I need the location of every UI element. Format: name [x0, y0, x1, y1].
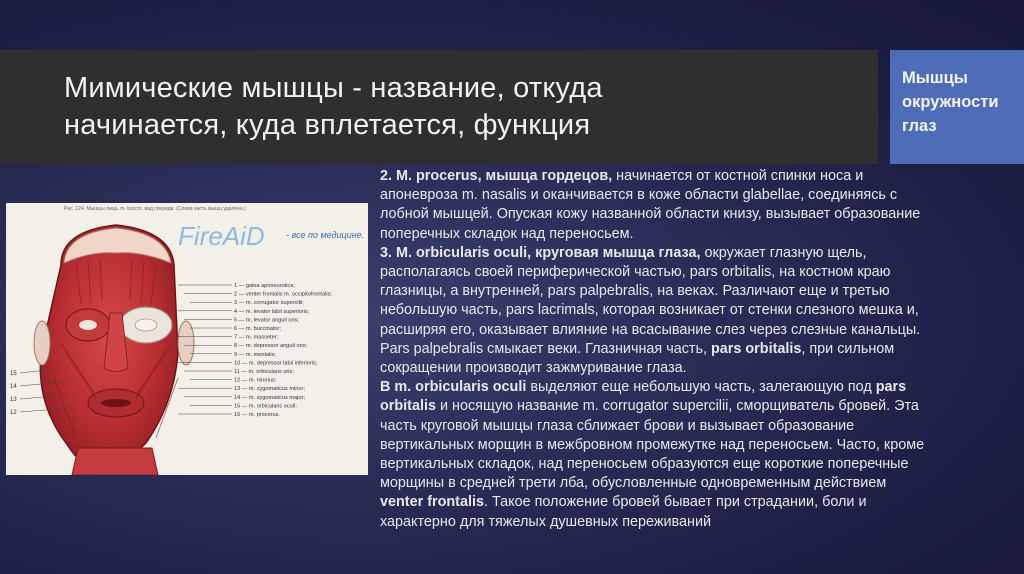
slide-title: [64, 70, 854, 144]
figure-label: 1 — galea aponeurotica;: [234, 283, 295, 289]
text-segment: Pars palpebralis смыкает веки. Глазничная часть,: [380, 340, 711, 357]
text-segment: и носящую название m. corrugator supercilii, сморщиватель бровей. Эта: [435, 398, 919, 415]
bold-term: pars: [875, 379, 907, 396]
left-ear: [34, 321, 50, 365]
text-line: [380, 263, 1024, 282]
side-label-line-1: Мышцы: [902, 69, 968, 87]
right-eye: [135, 319, 157, 331]
text-line: [380, 225, 1024, 244]
bold-term: 2. M. procerus, мышца гордецов,: [380, 168, 613, 184]
figure-label: 7 — m. masseter;: [234, 334, 279, 341]
title-line-2: начинается, куда вплетается, функция: [64, 109, 591, 141]
text-segment: расширяя его, оказывает влияние на всасывание слез через слезные канальцы.: [380, 321, 921, 338]
text-segment: апоневроза m. nasalis и оканчивается в коже области glabellae, соединяясь с: [380, 187, 898, 204]
text-segment: вертикальных складок, над переносьем образуются еще короткие поперечные: [380, 456, 909, 473]
text-line: [380, 397, 1024, 416]
figure-caption: Рис. 124. Мышцы лица, m. buccin, вид спереди. (Слева часть мышц удалена.): [64, 206, 246, 212]
text-line: [380, 359, 1024, 378]
figure-label: 5 — m. levator anguli oris;: [234, 317, 299, 324]
figure-label: 3 — m. corrugator supercilii;: [234, 300, 304, 307]
figure-label: 2 — venter frontalis m. occipitofrontalis;: [234, 291, 332, 298]
figure-label: 16 — m. procerus.: [234, 412, 281, 418]
watermark-sub: - все по медицине.: [286, 230, 365, 240]
text-line: [380, 167, 1024, 186]
text-segment: небольшую часть, pars lacrimals, которая возникает от стенки слезного мешка и,: [380, 302, 919, 319]
text-segment: сокращении производит зажмуривание глаза.: [380, 360, 687, 377]
figure-left-number: 14: [10, 384, 17, 390]
bold-term: pars orbitalis: [711, 340, 802, 357]
mouth: [101, 399, 131, 407]
figure-label: 12 — m. risorius;: [234, 377, 277, 384]
figure-label: 9 — m. mentalis;: [234, 351, 276, 358]
text-line: [380, 417, 1024, 436]
face-muscles-illustration: [6, 203, 368, 475]
bold-term: 3. M. orbicularis oculi, круговая мышца глаза,: [380, 244, 701, 261]
description-text: [380, 167, 1024, 567]
text-segment: глазницы, а внутренней, pars palpebralis, на веках. Различают еще и третью: [380, 283, 890, 300]
bold-term: venter frontalis: [380, 494, 484, 511]
text-line: [380, 436, 1024, 455]
figure-label: 4 — m. levator labii superioris;: [234, 308, 310, 315]
figure-label: 8 — m. depressor anguli oris;: [234, 343, 308, 350]
text-segment: . Такое положение бровей бывает при страдании, боли и: [483, 494, 867, 511]
text-segment: окружает глазную щель,: [700, 244, 867, 261]
text-line: [380, 321, 1024, 340]
figure-label: 14 — m. zygomaticus major;: [234, 394, 305, 401]
figure-left-number: 15: [10, 371, 17, 377]
text-segment: лобной мышцей. Опуская кожу названной области книзу, вызывает образование: [380, 206, 921, 223]
anatomy-figure: [6, 203, 368, 475]
figure-label: 13 — m. zygomaticus minor;: [234, 386, 305, 393]
figure-label: 10 — m. depressor labii inferioris;: [234, 360, 318, 367]
text-segment: поперечных складок над переносьем.: [380, 225, 634, 242]
side-label: [902, 66, 1020, 138]
text-line: [380, 493, 1024, 512]
text-line: [380, 282, 1024, 301]
figure-label: 11 — m. orbicularis oris;: [234, 369, 294, 375]
text-segment: начинается от костной спинки носа и: [612, 168, 864, 184]
side-label-line-2: окружности: [902, 93, 999, 111]
text-segment: выделяют еще небольшую часть, залегающую под: [526, 379, 876, 396]
figure-label: 15 — m. orbicularis oculi;: [234, 403, 297, 410]
right-ear: [178, 321, 194, 365]
text-line: [380, 301, 1024, 320]
figure-left-number: 13: [10, 397, 17, 403]
figure-left-number: 12: [10, 410, 17, 416]
text-line: [380, 455, 1024, 474]
text-segment: вертикальных морщин в межбровном промежутке над переносьем. Часто, кроме: [380, 436, 925, 453]
text-line: [380, 244, 1024, 263]
text-line: [380, 474, 1024, 493]
figure-label: 6 — m. buccinator;: [234, 326, 281, 332]
text-segment: морщины в средней трети лба, обусловленные одновременным действием: [380, 475, 887, 492]
text-line: [380, 378, 1024, 397]
text-line: [380, 340, 1024, 359]
side-label-line-3: глаз: [902, 117, 937, 135]
text-segment: располагаясь своей периферической частью, pars orbitalis, на костном краю: [380, 264, 891, 281]
title-line-1: Мимические мышцы - название, откуда: [64, 72, 603, 104]
left-eye: [79, 320, 97, 330]
text-segment: характерно для тяжелых душевных переживаний: [380, 513, 712, 530]
neck: [72, 448, 158, 475]
text-line: [380, 186, 1024, 205]
text-line: [380, 513, 1024, 532]
bold-term: В m. orbicularis oculi: [380, 379, 527, 396]
watermark-logo: FireAiD: [178, 221, 265, 251]
text-segment: часть круговой мышцы глаза сближает брови и вызывает образование: [380, 417, 855, 434]
text-segment: , при сильном: [801, 340, 895, 357]
bold-term: orbitalis: [380, 398, 436, 415]
text-line: [380, 205, 1024, 224]
